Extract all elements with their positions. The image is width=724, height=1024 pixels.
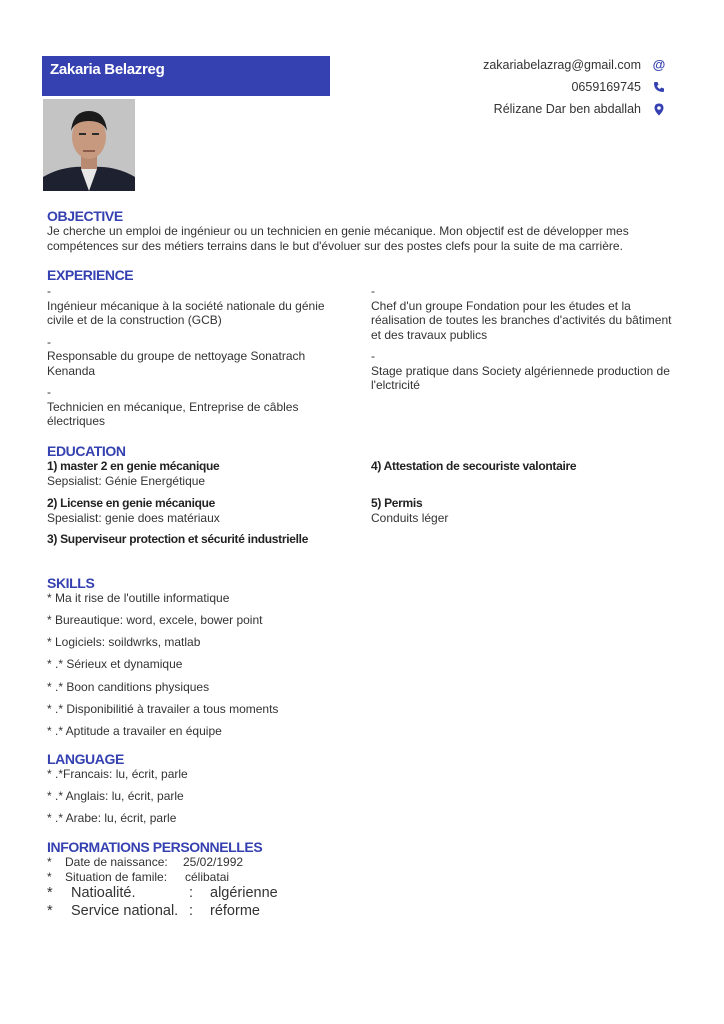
contact-phone [483,76,669,98]
bullet-star: * [47,885,53,901]
experience-left-column [47,284,347,436]
experience-dash: - [371,284,375,298]
info-separator: : [189,885,194,901]
skill-item: * .* Sérieux et dynamique [47,657,183,671]
education-title: 5) Permis [371,496,423,510]
skill-item: * .* Disponibilitié à travailer a tous moments [47,702,279,716]
info-label: Date de naissance: [65,855,168,869]
education-subtitle: Sepsialist: Génie Energétique [47,473,206,488]
experience-text: Ingénieur mécanique à la société nationale du génie civile et de la construction (GCB) [47,298,325,327]
experience-item [47,284,347,328]
personal-info-row [47,870,229,884]
info-value: 25/02/1992 [183,855,244,869]
candidate-name: Zakaria Belazreg [50,61,165,78]
profile-photo [43,99,135,191]
education-subtitle: Spesialist: genie does matériaux [47,510,220,525]
email-text[interactable]: zakariabelazrag@gmail.com [483,58,641,72]
info-value: réforme [210,903,260,919]
skill-item: * Bureautique: word, excele, bower point [47,613,263,627]
language-item: * .* Arabe: lu, écrit, parle [47,811,177,825]
personal-info-row [47,885,278,901]
language-item: * .* Anglais: lu, écrit, parle [47,789,184,803]
skill-item: * Ma it rise de l'outille informatique [47,591,230,605]
experience-text: Chef d'un groupe Fondation pour les études et la réalisation de toutes les branches d'activités du bâtiment et des travaux publics [371,298,672,342]
at-sign-icon: @ [652,57,666,72]
location-pin-icon [649,103,669,116]
skills-heading: SKILLS [47,575,95,591]
experience-dash: - [47,284,51,298]
phone-text[interactable]: 0659169745 [571,80,641,94]
experience-text: Stage pratique dans Society algériennede production de l'elctricité [371,363,670,392]
info-value: célibatai [185,870,230,884]
education-item [47,459,347,488]
objective-line: Je cherche un emploi de ingénieur ou un technicien en genie mécanique. Mon objectif est de développer mes [47,224,629,238]
info-value: algérienne [210,885,278,901]
objective-line: compétences sur des métiers terrains dans le but d'évoluer sur des postes clefs pour la suite de ma carrière. [47,239,623,253]
education-item [47,496,347,525]
experience-item [47,335,347,379]
education-subtitle: Conduits léger [371,510,449,525]
language-heading: LANGUAGE [47,751,124,767]
name-banner [42,56,330,96]
personal-info-row [47,903,260,919]
experience-text: Technicien en mécanique, Entreprise de câbles électriques [47,399,299,428]
language-item: * .*Francais: lu, écrit, parle [47,767,188,781]
contact-address [483,98,669,120]
info-label: Natioalité. [71,885,136,901]
experience-item [371,349,676,393]
education-heading: EDUCATION [47,443,126,459]
skill-item: * Logiciels: soildwrks, matlab [47,635,201,649]
education-item [47,532,377,547]
personal-info-row [47,855,243,869]
education-item [371,459,671,474]
experience-item [371,284,676,342]
bullet-star: * [47,870,52,884]
experience-dash: - [371,349,375,363]
phone-icon [649,81,669,93]
experience-dash: - [47,334,51,349]
experience-item [47,385,347,429]
info-separator: : [189,903,194,919]
info-label: Service national. [71,903,179,919]
education-title: 2) License en genie mécanique [47,496,216,510]
education-title: 3) Superviseur protection et sécurité industrielle [47,532,309,546]
education-title: 1) master 2 en genie mécanique [47,459,220,473]
experience-dash: - [47,385,51,399]
contact-block [483,54,669,120]
info-label: Situation de famile: [65,870,168,884]
experience-right-column [371,284,676,400]
skill-item: * .* Boon canditions physiques [47,680,210,694]
skill-item: * .* Aptitude a travailer en équipe [47,724,222,738]
education-item [371,496,671,525]
objective-heading: OBJECTIVE [47,208,123,224]
contact-email [483,54,669,76]
experience-text: Responsable du groupe de nettoyage Sonatrach Kenanda [47,349,306,378]
education-title: 4) Attestation de secouriste valontaire [371,459,577,473]
personal-info-heading: INFORMATIONS PERSONNELLES [47,839,263,855]
bullet-star: * [47,855,52,869]
experience-heading: EXPERIENCE [47,267,134,283]
objective-text [47,224,677,254]
bullet-star: * [47,903,53,919]
address-text: Rélizane Dar ben abdallah [493,102,641,116]
